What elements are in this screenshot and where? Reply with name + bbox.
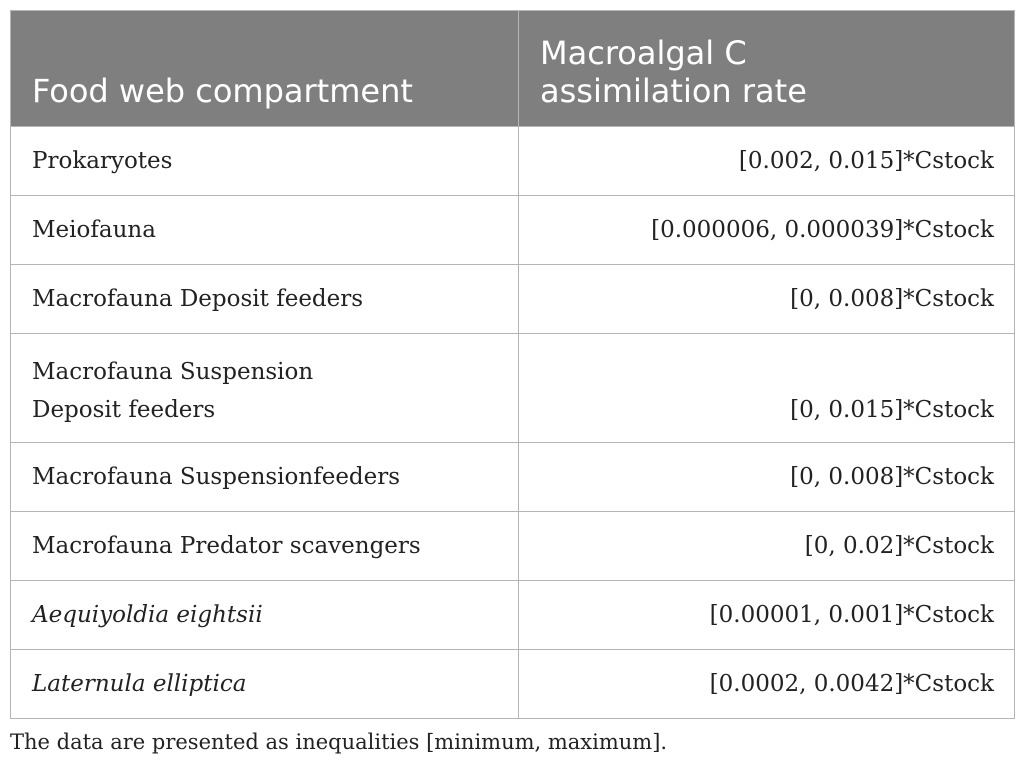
compartment-cell: Prokaryotes <box>11 127 519 196</box>
table-row <box>11 443 1015 512</box>
header-assimilation-rate-line2: assimilation rate <box>540 72 807 110</box>
rate-cell: [0.000006, 0.000039]*Cstock <box>519 196 1015 265</box>
compartment-cell <box>11 334 519 443</box>
compartment-cell: Aequiyoldia eightsii <box>11 581 519 650</box>
data-table-container <box>10 10 1014 719</box>
rate-cell: [0.0002, 0.0042]*Cstock <box>519 650 1015 719</box>
compartment-cell: Meiofauna <box>11 196 519 265</box>
compartment-cell: Macrofauna Deposit feeders <box>11 265 519 334</box>
rate-cell: [0, 0.02]*Cstock <box>519 512 1015 581</box>
compartment-cell: Laternula elliptica <box>11 650 519 719</box>
rate-cell: [0.002, 0.015]*Cstock <box>519 127 1015 196</box>
table-header <box>11 11 1015 127</box>
rate-cell: [0, 0.008]*Cstock <box>519 443 1015 512</box>
assimilation-rate-table <box>10 10 1015 719</box>
header-assimilation-rate <box>519 11 1015 127</box>
table-row <box>11 581 1015 650</box>
table-row <box>11 196 1015 265</box>
table-row <box>11 265 1015 334</box>
compartment-cell: Macrofauna Suspensionfeeders <box>11 443 519 512</box>
header-food-web-compartment: Food web compartment <box>11 11 519 127</box>
rate-cell: [0, 0.008]*Cstock <box>519 265 1015 334</box>
table-row <box>11 650 1015 719</box>
compartment-cell-line2: Deposit feeders <box>32 397 216 423</box>
compartment-cell-line1: Macrofauna Suspension <box>32 359 314 385</box>
header-assimilation-rate-line1: Macroalgal C <box>540 34 747 72</box>
table-row <box>11 127 1015 196</box>
table-row <box>11 334 1015 443</box>
table-body <box>11 127 1015 719</box>
compartment-cell: Macrofauna Predator scavengers <box>11 512 519 581</box>
header-row <box>11 11 1015 127</box>
rate-cell: [0, 0.015]*Cstock <box>519 334 1015 443</box>
rate-cell: [0.00001, 0.001]*Cstock <box>519 581 1015 650</box>
table-row <box>11 512 1015 581</box>
table-footnote: The data are presented as inequalities [minimum, maximum]. <box>10 730 668 754</box>
